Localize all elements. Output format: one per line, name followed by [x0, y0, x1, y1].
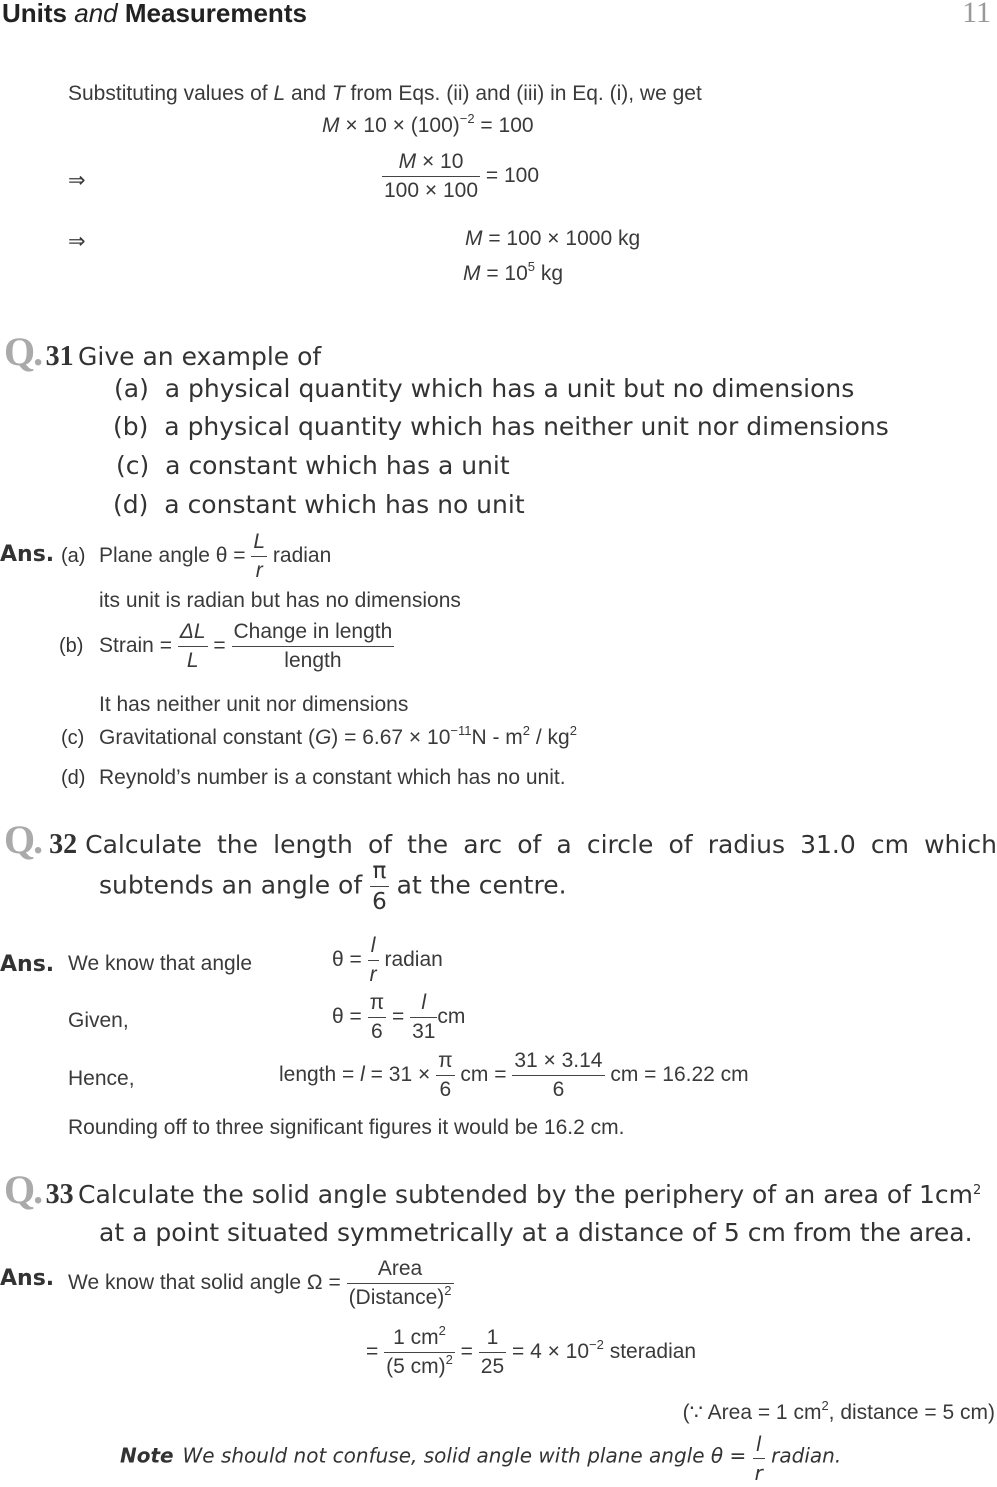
question-31-item-b: (b) a physical quantity which has neither unit nor dimensions — [113, 412, 889, 441]
running-header-title: Units and Measurements — [2, 0, 307, 28]
fraction: $\frac{M \times 10}{100 \times 100}$ — [384, 150, 479, 202]
question-word: which — [924, 830, 997, 859]
fraction: $\frac{l}{r}$ — [369, 934, 377, 986]
question-word: the — [217, 830, 259, 859]
question-word: circle — [586, 830, 654, 859]
note: Note We should not confuse, solid angle with plane angle θ = $\frac{l}{r}$ radian. — [120, 1432, 842, 1485]
answer-33-row-2: = $\frac{1 cm^2}{(5 cm)^2}$ = $\frac{1}{25}$ = $4 \times 10^{-2}$ steradian — [366, 1323, 697, 1378]
fraction: $\frac{L}{r}$ — [253, 530, 266, 582]
note-title: Note — [120, 1443, 174, 1468]
answer-31-c: (c) Gravitational constant $(G) = 6.67 \times 10^{-11}N - m^2 / kg^2$ — [61, 723, 577, 749]
page-number: 11 — [962, 0, 991, 29]
question-letter: Q. — [4, 329, 42, 374]
fraction: $\frac{l}{31}$ — [412, 991, 436, 1043]
answer-33-given: (∵ Area = 1 $cm^2$, distance = 5 cm) — [682, 1398, 995, 1424]
question-number: 32 — [49, 829, 78, 860]
answer-label: Ans. — [0, 1266, 55, 1291]
question-word: Calculate — [85, 830, 202, 859]
question-31-heading — [4, 328, 321, 375]
answer-label: Ans. — [0, 952, 55, 977]
answer-32-row-1-equation: θ = $\frac{l}{r}$ radian — [332, 934, 443, 986]
answer-32-row-2-label: Given, — [68, 1009, 129, 1032]
question-letter: Q. — [4, 1167, 42, 1212]
fraction: $\frac{1}{25}$ — [480, 1326, 505, 1378]
question-31-item-a: (a) a physical quantity which has a unit but no dimensions — [114, 374, 855, 403]
question-word: 31.0 — [800, 830, 856, 859]
answer-32-row-3-equation: length = l = 31 × $\frac{\pi}{6}$ cm = $\frac{31 \times 3.14}{6}$ cm = 16.22 cm — [279, 1049, 749, 1101]
question-word: of — [517, 830, 542, 859]
intro-text: Substituting values of L and T from Eqs. (ii) and (iii) in Eq. (i), we get — [68, 82, 702, 105]
question-word: of — [367, 830, 393, 859]
answer-32-row-3-label: Hence, — [68, 1067, 135, 1090]
fraction: $\frac{\text{Area}}{(Distance)^2}$ — [348, 1257, 452, 1309]
question-word: of — [668, 830, 693, 859]
question-word: cm — [870, 830, 909, 859]
question-text: Give an example of — [78, 342, 322, 371]
question-word: the — [407, 830, 449, 859]
question-32-line-2: subtends an angle of $\frac{\pi}{6}$ at the centre. — [99, 858, 567, 915]
question-33-heading — [4, 1166, 981, 1213]
answer-label: Ans. — [0, 542, 55, 567]
fraction: $\frac{l}{r}$ — [754, 1432, 763, 1485]
question-number: 33 — [45, 1179, 74, 1210]
intro-equation-2: $\frac{M \times 10}{100 \times 100}$ = 100 — [384, 150, 539, 202]
intro-equation-4: $M = 10^5$ kg — [463, 259, 564, 285]
fraction: $\frac{1 cm^2}{(5 cm)^2}$ — [386, 1323, 453, 1378]
intro-equation-1: $M \times 10 \times (100)^{-2} = 100$ — [322, 111, 534, 137]
question-word: a — [556, 830, 572, 859]
question-word: radius — [707, 830, 785, 859]
answer-32-conclusion: Rounding off to three significant figures it would be 16.2 cm. — [68, 1116, 625, 1139]
implies-arrow-1: ⇒ — [68, 169, 86, 192]
answer-31-b-note: It has neither unit nor dimensions — [99, 693, 409, 716]
fraction: $\frac{\Delta L}{L}$ — [179, 620, 206, 672]
fraction: $\frac{31 \times 3.14}{6}$ — [514, 1049, 603, 1101]
question-text: Calculate the solid angle subtended by the periphery of an area of $1cm^2$ — [78, 1180, 982, 1209]
question-33-line-2: at a point situated symmetrically at a distance of 5 cm from the area. — [99, 1218, 973, 1247]
fraction: $\frac{\pi}{6}$ — [438, 1049, 453, 1101]
answer-31-a: (a) Plane angle θ = $\frac{L}{r}$ radian — [61, 530, 332, 582]
answer-33-row-1: We know that solid angle Ω = $\frac{\text{Area}}{(Distance)^2}$ — [68, 1257, 452, 1309]
question-word: arc — [463, 830, 503, 859]
question-31-item-c: (c) a constant which has a unit — [116, 451, 510, 480]
question-letter: Q. — [4, 817, 42, 862]
fraction: $\frac{\pi}{6}$ — [372, 858, 387, 915]
question-number: 31 — [45, 341, 74, 372]
intro-equation-3: M = 100 × 1000 kg — [465, 227, 641, 250]
answer-32-row-1-label: We know that angle — [68, 952, 253, 975]
answer-32-row-2-equation: θ = $\frac{\pi}{6}$ = $\frac{l}{31}$ cm — [332, 991, 466, 1043]
question-32-heading — [4, 816, 997, 863]
fraction: $\frac{\text{Change in length}}{\text{length}}$ — [233, 620, 393, 672]
fraction: $\frac{\pi}{6}$ — [369, 991, 385, 1043]
question-31-item-d: (d) a constant which has no unit — [113, 490, 525, 519]
implies-arrow-2: ⇒ — [68, 230, 86, 253]
answer-31-b: (b) Strain = $\frac{\Delta L}{L}$ = $\frac{\text{Change in length}}{\text{length}}$ — [59, 620, 393, 672]
question-text — [85, 830, 997, 859]
answer-31-d: (d) Reynold’s number is a constant which has no unit. — [61, 766, 566, 789]
question-word: length — [273, 830, 353, 859]
answer-31-a-note: its unit is radian but has no dimensions — [99, 589, 461, 612]
